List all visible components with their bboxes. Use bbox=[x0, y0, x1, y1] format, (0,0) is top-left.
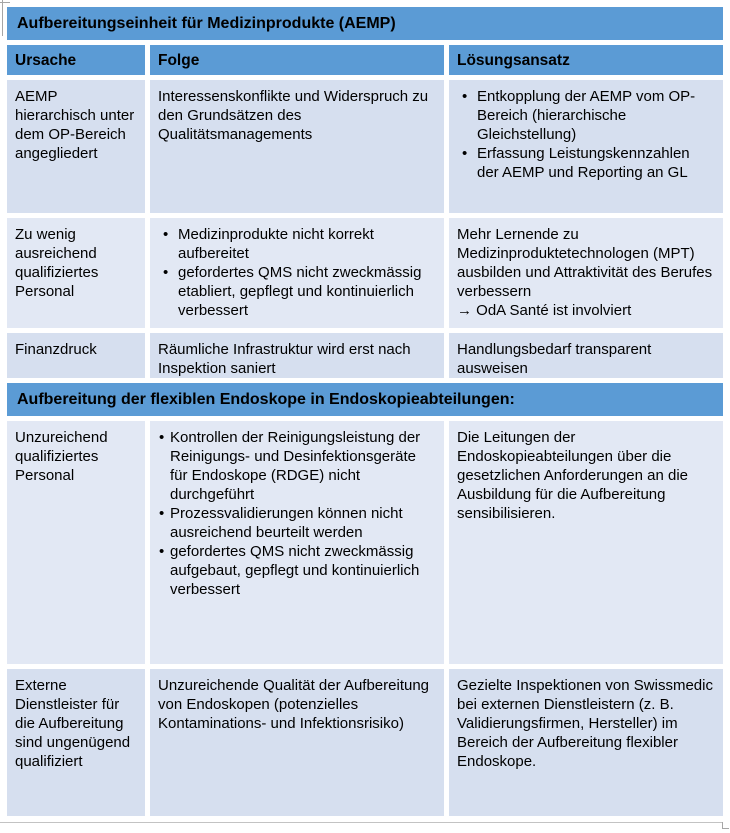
section1-title: Aufbereitungseinheit für Medizinprodukte (AEMP) bbox=[17, 14, 396, 32]
cell-loesung bbox=[449, 80, 723, 213]
cell-folge: Räumliche Infrastruktur wird erst nach Inspektion saniert bbox=[150, 333, 444, 378]
cell-loesung: Die Leitungen der Endoskopieabteilungen über die gesetzlichen Anforderungen an die Ausbildung für die Aufbereitung sensibilisieren. bbox=[449, 421, 723, 664]
bullet-item: • gefordertes QMS nicht zweckmässig etabliert, gepflegt und kontinuierlich verbessert bbox=[158, 263, 436, 320]
section2-title: Aufbereitung der flexiblen Endoskope in Endoskopieabteilungen: bbox=[17, 390, 515, 408]
arrow-note: → OdA Santé ist involviert bbox=[457, 302, 632, 319]
table-row bbox=[7, 669, 723, 816]
column-header-folge: Folge bbox=[150, 45, 444, 75]
bullet-item: • Prozessvalidierungen können nicht ausreichend beurteilt werden bbox=[158, 504, 436, 542]
bullet-item: • Medizinprodukte nicht korrekt aufbereitet bbox=[158, 225, 436, 263]
table-row bbox=[7, 80, 723, 213]
table-resize-handle-h bbox=[722, 828, 729, 829]
table-handle-mark-top-left-h bbox=[0, 2, 10, 3]
section2-title-bar bbox=[7, 383, 723, 416]
column-header-ursache: Ursache bbox=[7, 45, 145, 75]
bullet-item: • gefordertes QMS nicht zweckmässig aufgebaut, gepflegt und kontinuierlich verbessert bbox=[158, 542, 436, 599]
table-row bbox=[7, 421, 723, 664]
cell-folge bbox=[150, 218, 444, 328]
cell-ursache: Externe Dienstleister für die Aufbereitung sind ungenügend qualifiziert bbox=[7, 669, 145, 816]
cell-loesung: Handlungsbedarf transparent ausweisen bbox=[449, 333, 723, 378]
cell-loesung: Gezielte Inspektionen von Swissmedic bei externen Dienstleistern (z. B. Validierungsfirmen, Hersteller) im Bereich der Aufbereitung flexibler Endoskope. bbox=[449, 669, 723, 816]
bullet-item: • Erfassung Leistungskennzahlen der AEMP und Reporting an GL bbox=[457, 144, 715, 182]
bullet-item: • Entkopplung der AEMP vom OP-Bereich (hierarchische Gleichstellung) bbox=[457, 87, 715, 144]
cell-folge: Interessenskonflikte und Widerspruch zu den Grundsätzen des Qualitätsmanagements bbox=[150, 80, 444, 213]
table-row bbox=[7, 333, 723, 378]
table-bottom-border bbox=[0, 822, 722, 823]
cell-ursache: Finanzdruck bbox=[7, 333, 145, 378]
bullet-item: • Kontrollen der Reinigungsleistung der Reinigungs- und Desinfektionsgeräte für Endoskope (RDGE) nicht durchgeführt bbox=[158, 428, 436, 504]
cell-ursache: Zu wenig ausreichend qualifiziertes Personal bbox=[7, 218, 145, 328]
cell-ursache: Unzureichend qualifiziertes Personal bbox=[7, 421, 145, 664]
aemp-risk-table bbox=[7, 7, 723, 816]
section1-title-bar bbox=[7, 7, 723, 40]
cell-loesung bbox=[449, 218, 723, 328]
table-handle-mark-top-left bbox=[2, 0, 3, 36]
column-header-loesung: Lösungsansatz bbox=[449, 45, 723, 75]
cell-ursache: AEMP hierarchisch unter dem OP-Bereich angegliedert bbox=[7, 80, 145, 213]
column-header-row bbox=[7, 45, 723, 75]
loesung-text: Mehr Lernende zu Medizinproduktetechnologen (MPT) ausbilden und Attraktivität des Berufes verbessern bbox=[457, 226, 713, 300]
cell-folge: Unzureichende Qualität der Aufbereitung von Endoskopen (potenzielles Kontaminations- und Infektionsrisiko) bbox=[150, 669, 444, 816]
cell-folge bbox=[150, 421, 444, 664]
table-row bbox=[7, 218, 723, 328]
